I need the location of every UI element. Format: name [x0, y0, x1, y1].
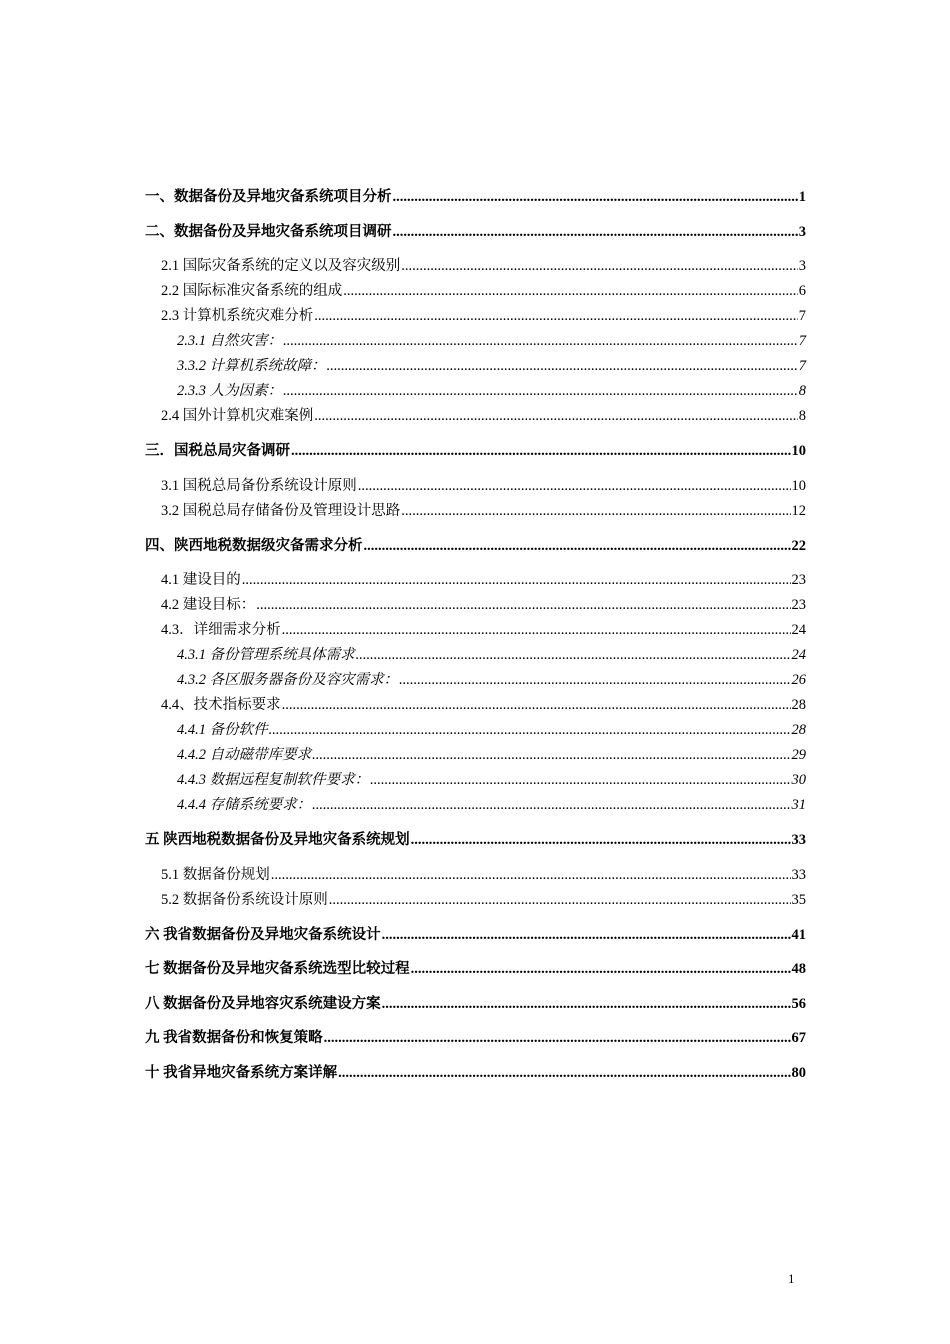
toc-dot-leader: [314, 408, 798, 425]
toc-dot-leader: [327, 358, 798, 375]
toc-entry-page: 26: [791, 672, 806, 688]
toc-entry-page: 80: [791, 1064, 806, 1081]
toc-entry-page: 31: [791, 797, 806, 813]
toc-dot-leader: [399, 672, 790, 689]
toc-entry-page: 48: [791, 961, 806, 977]
toc-dot-leader: [312, 797, 790, 814]
toc-entry-title: 4.4、技术指标要求: [161, 697, 281, 713]
toc-subsection-entry[interactable]: [145, 379, 806, 404]
toc-entry-page: 23: [791, 597, 806, 613]
toc-entry-page: 3: [798, 223, 806, 240]
toc-chapter-entry[interactable]: [145, 1026, 806, 1050]
toc-subsection-entry[interactable]: [145, 768, 806, 793]
toc-chapter-entry[interactable]: [145, 1061, 806, 1085]
toc-subsection-entry[interactable]: [145, 329, 806, 354]
toc-section-entry[interactable]: [145, 693, 806, 718]
toc-entry-title: 2.3.1 自然灾害：: [177, 333, 283, 349]
toc-subsection-entry[interactable]: [145, 668, 806, 693]
toc-entry-page: 56: [791, 995, 806, 1012]
toc-dot-leader: [314, 308, 798, 325]
toc-chapter-entry[interactable]: [145, 992, 806, 1016]
toc-dot-leader: [370, 772, 790, 789]
toc-entry-title: 二、数据备份及异地灾备系统项目调研: [145, 223, 392, 240]
toc-dot-leader: [269, 722, 791, 739]
toc-dot-leader: [242, 572, 791, 589]
toc-dot-leader: [282, 697, 791, 714]
toc-entry-title: 2.3 计算机系统灾难分析: [161, 308, 314, 324]
toc-entry-page: 24: [791, 622, 806, 638]
toc-section-entry[interactable]: [145, 888, 806, 913]
toc-dot-leader: [338, 1065, 790, 1082]
toc-entry-page: 8: [798, 408, 806, 424]
toc-entry-title: 4.4.1 备份软件: [177, 722, 268, 738]
toc-entry-title: 七 数据备份及异地灾备系统选型比较过程: [145, 961, 410, 977]
toc-entry-page: 23: [791, 572, 806, 588]
toc-section-entry[interactable]: [145, 304, 806, 329]
toc-entry-title: 一、数据备份及异地灾备系统项目分析: [145, 189, 392, 205]
toc-entry-title: 2.4 国外计算机灾难案例: [161, 408, 314, 424]
toc-entry-page: 28: [791, 722, 806, 738]
toc-entry-page: 6: [798, 283, 806, 299]
toc-subsection-entry[interactable]: [145, 793, 806, 818]
toc-entry-title: 3.3.2 计算机系统故障：: [177, 358, 326, 374]
toc-entry-page: 33: [791, 832, 806, 848]
toc-dot-leader: [312, 747, 790, 764]
toc-entry-title: 3.2 国税总局存储备份及管理设计思路: [161, 502, 401, 519]
toc-entry-title: 3.1 国税总局备份系统设计原则: [161, 477, 357, 494]
toc-chapter-entry[interactable]: [145, 439, 806, 463]
toc-chapter-entry[interactable]: [145, 220, 806, 244]
table-of-contents: [145, 185, 806, 1095]
toc-dot-leader: [401, 503, 790, 520]
toc-dot-leader: [271, 867, 791, 884]
toc-entry-title: 4.4.4 存储系统要求：: [177, 797, 312, 813]
toc-entry-page: 33: [791, 866, 806, 883]
toc-entry-page: 10: [791, 443, 806, 459]
toc-section-entry[interactable]: [145, 404, 806, 429]
toc-section-entry[interactable]: [145, 593, 806, 618]
toc-dot-leader: [382, 996, 791, 1013]
toc-entry-page: 28: [791, 697, 806, 713]
toc-entry-title: 5.1 数据备份规划: [161, 866, 270, 883]
toc-entry-title: 4.1 建设目的: [161, 572, 241, 588]
toc-chapter-entry[interactable]: [145, 534, 806, 558]
toc-entry-title: 六 我省数据备份及异地灾备系统设计: [145, 926, 381, 943]
toc-section-entry[interactable]: [145, 254, 806, 279]
toc-entry-title: 4.3.1 备份管理系统具体需求: [177, 647, 355, 663]
toc-entry-title: 5.2 数据备份系统设计原则: [161, 891, 328, 908]
toc-dot-leader: [283, 383, 798, 400]
toc-entry-title: 五 陕西地税数据备份及异地灾备系统规划: [145, 832, 410, 848]
toc-entry-title: 4.3．详细需求分析: [161, 622, 281, 638]
toc-dot-leader: [343, 283, 798, 300]
toc-dot-leader: [282, 622, 791, 639]
toc-entry-page: 8: [798, 383, 806, 399]
toc-entry-title: 九 我省数据备份和恢复策略: [145, 1030, 323, 1046]
toc-entry-title: 十 我省异地灾备系统方案详解: [145, 1064, 338, 1081]
toc-entry-title: 4.4.3 数据远程复制软件要求：: [177, 772, 370, 788]
toc-entry-page: 7: [798, 358, 806, 374]
toc-chapter-entry[interactable]: [145, 957, 806, 981]
toc-dot-leader: [393, 189, 798, 206]
toc-chapter-entry[interactable]: [145, 185, 806, 209]
toc-entry-title: 2.2 国际标准灾备系统的组成: [161, 283, 343, 299]
toc-entry-page: 22: [791, 537, 806, 554]
toc-entry-page: 10: [791, 477, 806, 494]
toc-section-entry[interactable]: [145, 863, 806, 888]
toc-section-entry[interactable]: [145, 618, 806, 643]
toc-dot-leader: [393, 224, 798, 241]
toc-entry-title: 4.2 建设目标：: [161, 597, 256, 613]
toc-entry-page: 3: [798, 258, 806, 274]
toc-entry-page: 24: [791, 647, 806, 663]
toc-dot-leader: [411, 832, 791, 849]
toc-chapter-entry[interactable]: [145, 923, 806, 947]
toc-entry-title: 4.3.2 各区服务器备份及容灾需求：: [177, 672, 399, 688]
toc-section-entry[interactable]: [145, 279, 806, 304]
toc-entry-title: 八 数据备份及异地容灾系统建设方案: [145, 995, 381, 1012]
toc-dot-leader: [256, 597, 790, 614]
toc-subsection-entry[interactable]: [145, 643, 806, 668]
toc-dot-leader: [382, 927, 791, 944]
toc-entry-page: 35: [791, 891, 806, 908]
toc-dot-leader: [401, 258, 798, 275]
toc-entry-title: 2.1 国际灾备系统的定义以及容灾级别: [161, 258, 401, 274]
toc-section-entry[interactable]: [145, 499, 806, 524]
toc-dot-leader: [291, 443, 791, 460]
toc-entry-page: 29: [791, 747, 806, 763]
toc-entry-page: 67: [791, 1030, 806, 1046]
toc-entry-page: 7: [798, 308, 806, 324]
toc-entry-page: 41: [791, 926, 806, 943]
toc-entry-page: 30: [791, 772, 806, 788]
toc-dot-leader: [356, 647, 791, 664]
toc-entry-title: 2.3.3 人为因素：: [177, 383, 283, 399]
toc-entry-page: 1: [798, 189, 806, 205]
toc-section-entry[interactable]: [145, 474, 806, 499]
toc-entry-title: 四、陕西地税数据级灾备需求分析: [145, 537, 363, 554]
toc-dot-leader: [324, 1030, 791, 1047]
toc-entry-page: 12: [791, 502, 806, 519]
toc-entry-page: 7: [798, 333, 806, 349]
toc-chapter-entry[interactable]: [145, 828, 806, 852]
toc-dot-leader: [358, 478, 791, 495]
toc-dot-leader: [364, 538, 791, 555]
toc-subsection-entry[interactable]: [145, 718, 806, 743]
toc-dot-leader: [329, 892, 791, 909]
toc-section-entry[interactable]: [145, 568, 806, 593]
toc-dot-leader: [283, 333, 798, 350]
page-number: 1: [788, 1271, 795, 1286]
toc-entry-title: 三．国税总局灾备调研: [145, 443, 290, 459]
toc-subsection-entry[interactable]: [145, 354, 806, 379]
toc-entry-title: 4.4.2 自动磁带库要求: [177, 747, 312, 763]
toc-dot-leader: [411, 961, 791, 978]
toc-subsection-entry[interactable]: [145, 743, 806, 768]
